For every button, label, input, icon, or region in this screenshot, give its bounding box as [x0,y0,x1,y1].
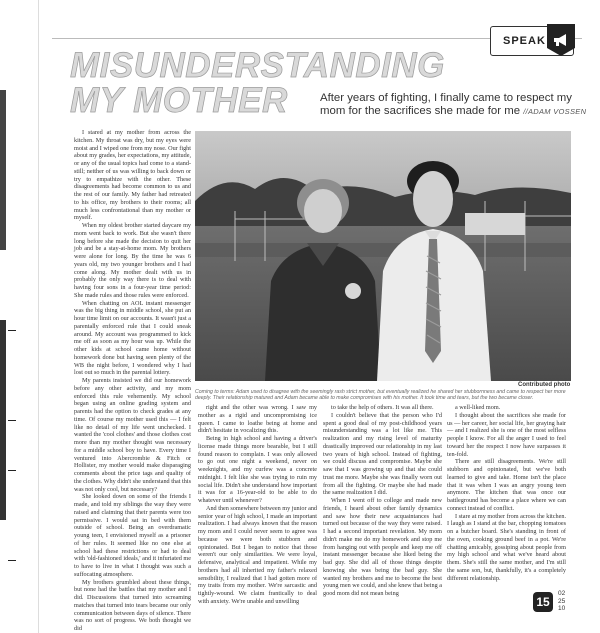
crop-mark [8,560,16,561]
paragraph: Being in high school and having a driver's license made things more bearable, but I still found reason to complain. I was only allowed to go out one night a weekend, never on weeknights, and my curfew was a concrete midnight. I felt like she was trying to ruin my social life. Didn't she understand how important it was for a 16-year-old to be able to do whatever until whenever? [198,435,317,504]
headline-line-1: MISUNDERSTANDING [70,46,445,85]
paragraph: When my oldest brother started daycare my mom went back to work. But she wasn't there long before she made the decision to quit her job and be a stay-at-home mom. My brothers were alone for long. By the time he was 6 years old, my two younger brothers and I had come along. My mother dealt with us in probably the only way there is to deal with having four sons in a four-year time period: She made rules and those rules were enforced. [74,222,191,299]
paragraph: I stared at my mother from across the kitchen. My throat was dry, but my eyes were moist and I wiped one from my nose. Our fight about my grades, her expectations, my attitude, or any of the usual topics had come to a stand-still; neither of us was willing to back down or try to empathize with the other. These disagreements had become common to us and the rest of our family. My father had retreated to his office, my brothers to their rooms; all much less confrontational than my mother or myself. [74,129,192,222]
adjacent-page-edge [0,0,39,633]
paragraph: When chatting on AOL instant messenger was the big thing in middle school, she put an hour time limit on our accounts. It wasn't just a parentally enforced rule that I could sneak around. My account was programmed to kick me off as soon as my hour was up. While the other kids at school came home without homework done but having seen plenty of the WB the night before, I wondered why I had lost out so much in the parental lottery. [74,299,191,377]
issue-date-line: 02 [558,590,566,597]
section-label: SPEAK [503,35,546,47]
article-column-1 [74,129,192,632]
issue-date-line: 10 [558,605,566,612]
megaphone-icon [547,24,575,56]
paragraph: to take the help of others. It was all there. [331,404,434,411]
paragraph: There are still disagreements. We're still stubborn and opinionated, but we've both learned to give and take. Home isn't the place that it was when I was an angry young teen anymore. The kitchen that was once our battleground has become a place where we can connect instead of conflict. [447,458,566,512]
paragraph: a well-liked mom. [455,404,501,411]
paragraph: When I went off to college and made new friends, I heard about other family dynamics and saw how their new acquaintances had turned out because of the way they were raised. I had a second important revelation. My mom didn't make me do my homework and stop me from hanging out with people and keep me off instant messenger because she liked being the bad guy. She did all of those things despite knowing she was being the bad guy. She wanted my brothers and me to become the best young men we could, and she knew that being a good mom did not mean being [323,497,442,597]
article-column-2 [198,404,317,614]
paragraph: And then somewhere between my junior and senior year of high school, I made an important realization. I had always known that the reason my mom and I could never seem to agree was because we were both stubborn and opinionated. But I began to notice that those weren't our only similarities. We were loyal, defensive, analytical and impatient. While my brothers had all inherited my father's relaxed sensibility, I realized that I had gotten more of my traits from my mother. We're sarcastic and tightly-wound. We claim frantically to deal with anxiety. We're unable and unwilling [198,504,318,605]
section-tag [490,26,574,56]
paragraph: I thought about the sacrifices she made for us — her career, her social life, her graying hair — and I realized she is one of the most selfless people I know. For all the anger I used to feel toward her the respect I now have surpasses it ten-fold. [447,411,566,458]
scan-shadow [0,320,6,520]
deck-text: After years of fighting, I finally came to respect my mom for the sacrifices she made for me [320,92,572,117]
article-column-4 [447,404,566,592]
photo-mother-and-son [195,131,571,381]
paragraph: My parents insisted we did our homework before any other activity, and my mom enforced this rule vehemently. My school began using an online grading system and parents had the option to check grades at any time. Of course my mother used this — I felt like no detail of my life went unchecked. I wanted the 'cool clothes' and those clothes cost more than my mother thought was necessary for a middle school boy to have. Every time I ventured into Abercrombie & Fitch or Hollister, my mother would make disparaging comments about the price tags and quality of the clothes. Why didn't she understand that this was not only cool, but necessary? [74,377,191,493]
deck [320,92,590,118]
issue-date [558,590,565,613]
paragraph: She looked down on some of the friends I made, and told my siblings the way they were raised and claiming that their parents were too permissive. I would sat in bed with them outside of school. Being an overdramatic young teen, I envisioned myself as a prisoner of her rules. It seemed like no one else at school had these restrictions or had to deal with 'old-fashioned ideals,' and it infuriated me to have to live in what I thought was such a suffocating atmosphere. [74,493,191,578]
paragraph: I stare at my mother from across the kitchen. I laugh as I stand at the bar, chopping tomatoes on a butcher board. She's standing in front of the oven, cooking ground beef in a pot. We're chatting amicably, gossiping about people from my high school and what we've heard about them. She's still the same mother, and I'm still the same son, but, thankfully, it's a completely different relationship. [447,512,566,582]
crop-mark [8,330,16,331]
crop-mark [8,420,16,421]
paragraph: My brothers grumbled about these things, but none had the battles that my mother and I did. Discussions that turned into screaming matches that turned into tears became our only communication between days of silence. There was no sort of progress. We both thought we did [74,578,191,632]
issue-date-line: 25 [558,597,566,605]
photo-caption: Coming to terms: Adam used to disagree with the seemingly rash strict mother, but eventually realized he shared her stubbornness and came to respect her more deeply. Their relationship matured and Adam became able to make compromises with his mother. It took time and tears, but the two became closer. [195,389,566,401]
paragraph: I couldn't believe that the person who I'd spent a good deal of my post-childhood years misunderstanding was a lot like me. This realization and my rising level of maturity drastically improved our relationship in my last two years of high school. Instead of fighting, we could discuss and compromise. Maybe she saw that I was growing up and that she could trust me more. Maybe she was finally worn out from all the fighting. Or maybe she had made the same realization I did. [323,411,442,497]
crop-mark [8,470,16,471]
paragraph: right and the other was wrong. I saw my mother as a rigid and uncompromising ice queen. I came to loathe being at home and didn't hesitate in vocalizing this. [198,404,317,435]
page-number: 15 [533,592,553,612]
magazine-page [42,4,598,630]
article-column-3 [323,404,442,614]
byline: //ADAM VOSSEN [523,107,587,116]
scan-shadow [0,90,6,250]
photo-credit: Contributed photo [518,382,571,388]
headline-line-2: MY MOTHER [70,81,288,120]
